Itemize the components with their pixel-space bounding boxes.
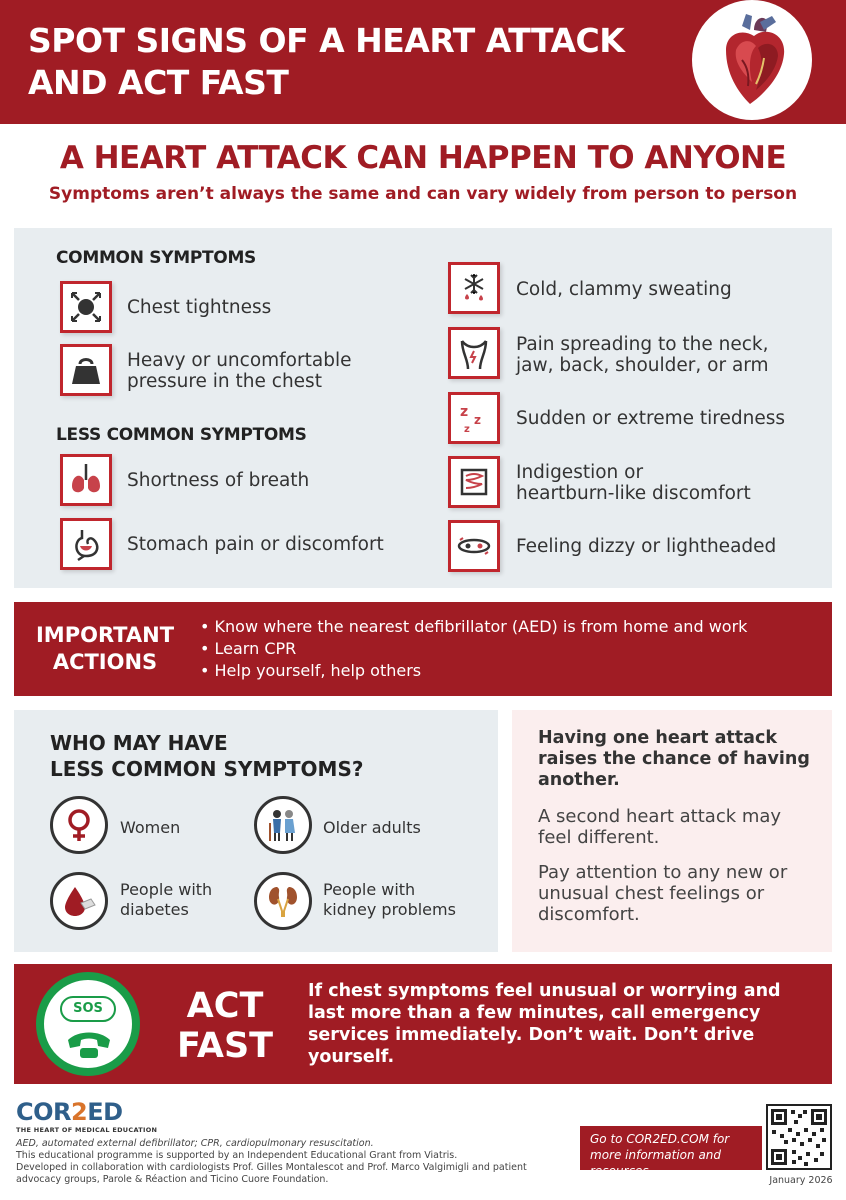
- group-label: Women: [120, 818, 181, 837]
- svg-text:z: z: [460, 404, 469, 420]
- second-attack-text: Pay attention to any new or unusual chest feelings or discomfort.: [538, 862, 788, 925]
- act-fast-panel: [14, 964, 832, 1084]
- symptoms-panel: [14, 228, 832, 588]
- group-label: Older adults: [323, 818, 421, 837]
- blood-drop-icon: [50, 872, 108, 930]
- torso-pain-icon: [448, 327, 500, 379]
- page-title-line-2: AND ACT FAST: [28, 63, 289, 102]
- page-title-line-1: SPOT SIGNS OF A HEART ATTACK: [28, 21, 625, 60]
- footnotes: AED, automated external defibrillator; CPR, cardiopulmonary resuscitation. This educational programme is supported by an Independent Educational Grant from Viatris. Developed in collaboration with cardiologists Prof. Gilles Montalescot and Prof. Marco Valgimigli and patient advocacy groups, Parole & Réaction and Ticino Cuore Foundation.: [16, 1138, 527, 1185]
- important-actions-title: IMPORTANT ACTIONS: [35, 623, 175, 674]
- symptom-label: Shortness of breath: [127, 470, 310, 491]
- sos-label: SOS: [60, 996, 116, 1022]
- publication-date: January 2026: [769, 1175, 833, 1186]
- action-item: • Know where the nearest defibrillator (AED) is from home and work: [200, 617, 748, 636]
- act-fast-title: ACT FAST: [176, 986, 274, 1066]
- symptom-label: Cold, clammy sweating: [516, 279, 732, 300]
- weight-icon: [60, 344, 112, 396]
- cor2ed-logo: COR2ED THE HEART OF MEDICAL EDUCATION: [16, 1098, 158, 1134]
- main-headline: A HEART ATTACK CAN HAPPEN TO ANYONE: [59, 140, 787, 176]
- second-attack-text: A second heart attack may feel different.: [538, 806, 782, 848]
- intestine-icon: [448, 456, 500, 508]
- female-icon: [50, 796, 108, 854]
- svg-text:z: z: [464, 424, 470, 435]
- website-link[interactable]: Go to COR2ED.COM for more information and resources: [580, 1126, 762, 1170]
- action-item: • Help yourself, help others: [200, 661, 422, 680]
- kidneys-icon: [254, 872, 312, 930]
- important-actions-panel: [14, 602, 832, 696]
- who-panel: [14, 710, 498, 952]
- phone-icon: [64, 1028, 114, 1062]
- sleep-icon: [448, 392, 500, 444]
- qr-code[interactable]: [766, 1104, 832, 1170]
- symptom-label: Chest tightness: [127, 297, 272, 318]
- common-symptoms-heading: COMMON SYMPTOMS: [56, 248, 256, 268]
- header-banner: [0, 0, 846, 124]
- sos-phone-badge: [36, 972, 140, 1076]
- symptom-label: Stomach pain or discomfort: [127, 534, 384, 555]
- lungs-icon: [60, 454, 112, 506]
- symptom-label: Indigestion or heartburn-like discomfort: [516, 462, 751, 504]
- action-item: • Learn CPR: [200, 639, 297, 658]
- act-fast-text: If chest symptoms feel unusual or worrying and last more than a few minutes, call emergency services immediately. Don’t wait. Don’t drive yourself.: [308, 981, 781, 1067]
- symptom-label: Pain spreading to the neck, jaw, back, shoulder, or arm: [516, 334, 769, 376]
- cold-sweat-icon: [448, 262, 500, 314]
- second-attack-title: Having one heart attack raises the chance of having another.: [538, 728, 810, 790]
- group-label: People with kidney problems: [323, 880, 456, 919]
- second-attack-panel: [512, 710, 832, 952]
- symptom-label: Feeling dizzy or lightheaded: [516, 536, 777, 557]
- elderly-couple-icon: [254, 796, 312, 854]
- group-label: People with diabetes: [120, 880, 213, 919]
- heart-image: [692, 0, 812, 120]
- chest-tightness-icon: [60, 281, 112, 333]
- stomach-icon: [60, 518, 112, 570]
- heart-icon: [692, 0, 812, 120]
- svg-text:z: z: [474, 413, 481, 427]
- who-title: WHO MAY HAVE LESS COMMON SYMPTOMS?: [50, 731, 364, 781]
- symptom-label: Sudden or extreme tiredness: [516, 408, 785, 429]
- sub-headline: Symptoms aren’t always the same and can vary widely from person to person: [48, 184, 798, 204]
- dizzy-icon: [448, 520, 500, 572]
- symptom-label: Heavy or uncomfortable pressure in the chest: [127, 350, 352, 392]
- less-common-symptoms-heading: LESS COMMON SYMPTOMS: [56, 425, 307, 445]
